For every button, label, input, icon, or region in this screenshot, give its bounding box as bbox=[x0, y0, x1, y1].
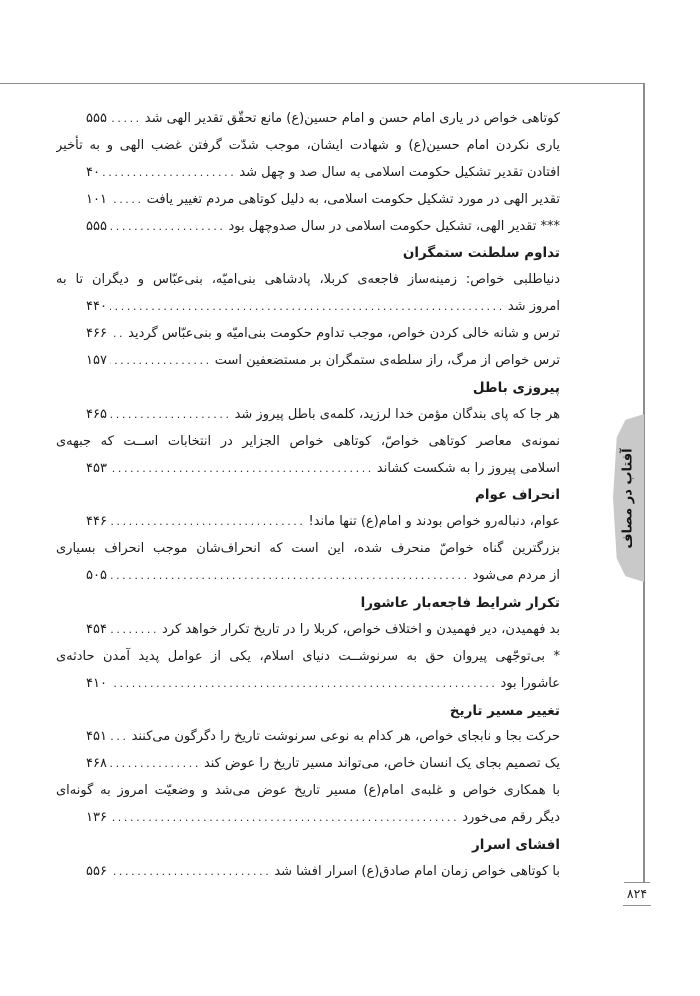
toc-entry-line bbox=[56, 160, 560, 187]
toc-entry-page-number: ۵۵۶ bbox=[86, 863, 107, 879]
toc-entry-text: عوام، دنباله‌رو خواص بودند و امام(ع) تنها ماند! bbox=[308, 514, 560, 530]
toc-entry-line bbox=[56, 402, 560, 429]
toc-entry-page-number: ۴۴۶ bbox=[86, 514, 107, 530]
toc-entry-page-number: ۴۰ bbox=[86, 164, 100, 180]
toc-entry-page-number: ۴۶۸ bbox=[86, 756, 107, 772]
leader-dots bbox=[110, 724, 129, 751]
chapter-tab-label: آفتاب در مصاف bbox=[621, 447, 636, 549]
toc-entry-page-number: ۵۵۵ bbox=[86, 218, 107, 234]
toc-entry-text: کوتاهی خواص در یاری امام حسن و امام حسین(ع) مانع تحقّق تقدیر الهی شد bbox=[144, 111, 560, 126]
leader-dots bbox=[110, 402, 232, 429]
toc-entry-page-number: ۱۰۱ bbox=[86, 191, 107, 207]
toc-entry-text: اسلامی پیروز را به شکست کشاند bbox=[376, 460, 560, 476]
toc-entry-continuation: بزرگترین گناه خواصّ منحرف شده، این است که انحراف‌شان موجب انحراف بسیاری bbox=[56, 541, 560, 557]
toc-entry-line bbox=[56, 563, 560, 590]
toc-entry-line bbox=[56, 214, 560, 241]
toc-entry-page-number: ۴۵۳ bbox=[86, 460, 107, 476]
chapter-tab-label-wrap bbox=[613, 414, 644, 582]
toc-entry-page-number: ۴۴۰ bbox=[86, 299, 107, 315]
toc-entry-line bbox=[56, 509, 560, 536]
toc-entry-continuation: دنیاطلبی خواص: زمینه‌ساز فاجعه‌ی کربلا، پادشاهی بنی‌امیّه، بنی‌عبّاس و دیگران تا به bbox=[56, 272, 560, 288]
leader-dots bbox=[110, 348, 212, 375]
toc-entry-text: یک تصمیم بجای یک انسان خاص، می‌تواند مسیر تاریخ را عوض کند bbox=[203, 756, 560, 772]
leader-dots bbox=[110, 563, 470, 590]
toc-entry-continuation: نمونه‌ی معاصر کوتاهی خواصّ، کوتاهی خواص الجزایر در انتخابات اســت که جبهه‌ی bbox=[56, 433, 560, 449]
leader-dots bbox=[110, 859, 271, 886]
toc-entry-text: با کوتاهی خواص زمان امام صادق(ع) اسرار افشا شد bbox=[274, 863, 560, 879]
toc-entry-line bbox=[56, 617, 560, 644]
toc-entry-page-number: ۴۱۰ bbox=[86, 675, 107, 691]
leader-dots bbox=[110, 509, 306, 536]
page-number-bottom-rule bbox=[623, 905, 651, 906]
leader-dots bbox=[103, 160, 236, 187]
toc-entry-page-number: ۱۳۶ bbox=[86, 810, 107, 826]
toc-entry-line bbox=[56, 348, 560, 375]
toc-entry-line bbox=[56, 805, 560, 832]
toc-entry-page-number: ۴۵۱ bbox=[86, 729, 107, 745]
toc-section-heading: افشای اسرار bbox=[471, 837, 560, 854]
toc-section-heading: تداوم سلطنت ستمگران bbox=[402, 245, 560, 262]
toc-section-heading: پیروزی باطل bbox=[472, 379, 560, 396]
toc-list bbox=[56, 106, 560, 886]
toc-entry-continuation: با همکاری خواص و غلبه‌ی امام(ع) مسیر تاریخ عوض می‌شد و وضعیّت امروز به گونه‌ای bbox=[56, 783, 560, 799]
toc-entry-text: بد فهمیدن، دیر فهمیدن و اختلاف خواص، کربلا را در تاریخ تکرار خواهد کرد bbox=[162, 621, 560, 637]
toc-entry-page-number: ۴۵۴ bbox=[86, 621, 107, 637]
toc-section-heading: تکرار شرایط فاجعه‌بار عاشورا bbox=[360, 595, 560, 612]
leader-dots bbox=[110, 106, 142, 133]
toc-entry-line bbox=[56, 671, 560, 698]
leader-dots bbox=[110, 751, 201, 778]
leader-dots bbox=[110, 671, 498, 698]
toc-entry-line bbox=[56, 724, 560, 751]
toc-section-heading: انحراف عوام bbox=[474, 487, 560, 504]
toc-entry-text: ترس خواص از مرگ، راز سلطه‌ی ستمگران بر مستضعفین است bbox=[214, 353, 560, 369]
chapter-tab bbox=[613, 414, 644, 582]
toc-entry-text: ترس و شانه خالی کردن خواص، موجب تداوم حکومت بنی‌امیّه و بنی‌عبّاس گردید bbox=[128, 326, 560, 342]
leader-dots bbox=[110, 214, 226, 241]
toc-entry-line bbox=[56, 187, 560, 214]
toc-entry-text: عاشورا بود bbox=[500, 675, 560, 691]
toc-entry-text: از مردم می‌شود bbox=[472, 568, 560, 584]
leader-dots bbox=[110, 805, 459, 832]
toc-entry-text: هر جا که پای بندگان مؤمن خدا لرزید، کلمه‌ی باطل پیروز شد bbox=[234, 406, 560, 422]
page-number: ۸۲۴ bbox=[626, 886, 648, 901]
toc-entry-page-number: ۵۰۵ bbox=[86, 568, 107, 584]
toc-entry-text: *** تقدیر الهی، تشکیل حکومت اسلامی در سال صدوچهل بود bbox=[228, 218, 560, 234]
toc-entry-text: افتادن تقدیر تشکیل حکومت اسلامی به سال صد و چهل شد bbox=[239, 164, 560, 180]
header-rule bbox=[0, 83, 645, 84]
toc-entry-page-number: ۱۵۷ bbox=[86, 353, 107, 369]
toc-entry-text: تقدیر الهی در مورد تشکیل حکومت اسلامی، به دلیل کوتاهی مردم تغییر یافت bbox=[146, 191, 560, 207]
toc-entry-continuation: * بی‌توجّهی پیروان حق به سرنوشــت دنیای اسلام، یکی از عوامل پدید آمدن حادثه‌ی bbox=[56, 648, 560, 664]
toc-entry-continuation: یاری نکردن امام حسین(ع) و شهادت ایشان، موجب شدّت گرفتن غضب الهی و به تأخیر bbox=[56, 137, 560, 153]
leader-dots bbox=[110, 187, 144, 214]
toc-entry-text: امروز شد bbox=[507, 299, 560, 315]
leader-dots bbox=[110, 321, 125, 348]
toc-entry-text: حرکت بجا و نابجای خواص، هر کدام به نوعی سرنوشت تاریخ را دگرگون می‌کنند bbox=[131, 729, 560, 745]
toc-entry-page-number: ۴۶۵ bbox=[86, 406, 107, 422]
toc-entry-line bbox=[56, 294, 560, 321]
toc-entry-line bbox=[56, 321, 560, 348]
toc-entry-line bbox=[56, 751, 560, 778]
toc-entry-text: دیگر رقم می‌خورد bbox=[462, 810, 560, 826]
leader-dots bbox=[110, 456, 374, 483]
toc-entry-line bbox=[56, 456, 560, 483]
toc-entry-line bbox=[56, 859, 560, 886]
toc-entry-line bbox=[56, 106, 560, 133]
toc-entry-page-number: ۴۶۶ bbox=[86, 326, 107, 342]
toc-section-heading: تغییر مسیر تاریخ bbox=[449, 702, 560, 719]
leader-dots bbox=[110, 294, 505, 321]
toc-entry-page-number: ۵۵۵ bbox=[86, 111, 107, 126]
leader-dots bbox=[110, 617, 159, 644]
